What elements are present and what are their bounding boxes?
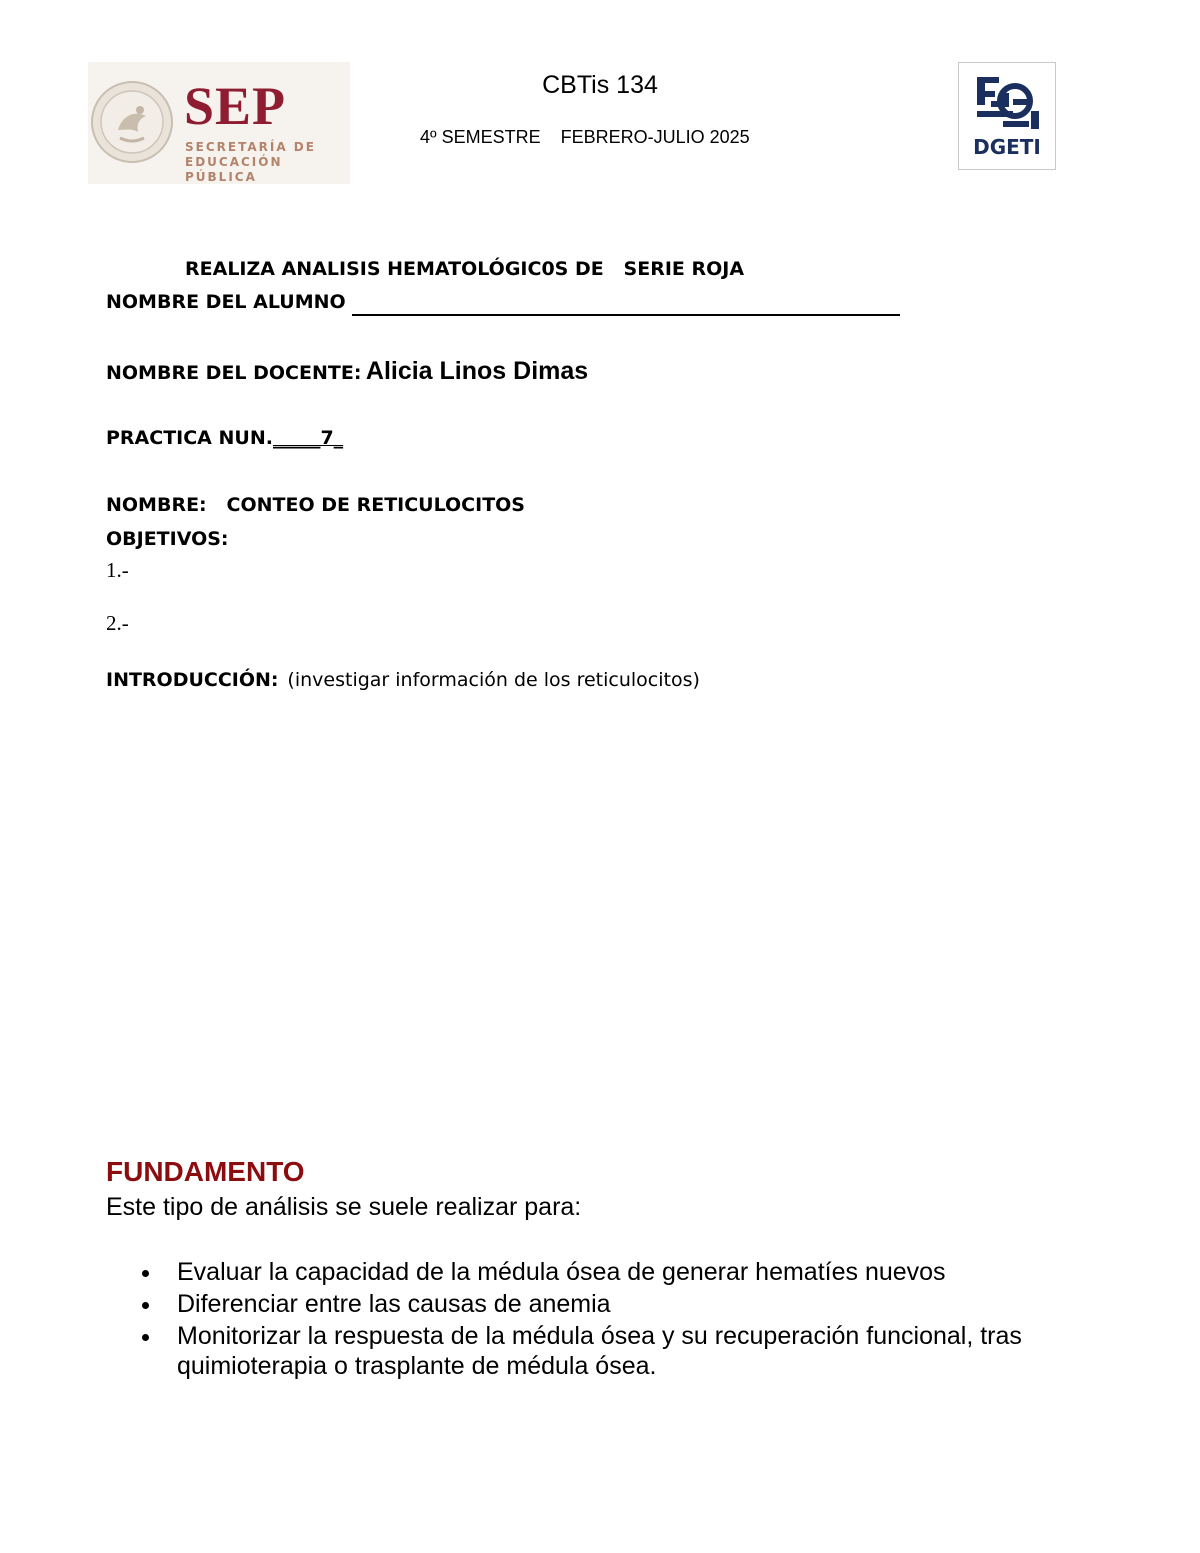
teacher-field xyxy=(106,356,588,390)
teacher-label: NOMBRE DEL DOCENTE: xyxy=(106,362,362,384)
intro-note: (investigar información de los reticulocitos) xyxy=(287,669,700,691)
semester-line xyxy=(420,126,750,148)
practice-number: _____7_ xyxy=(272,427,344,449)
period: FEBRERO-JULIO 2025 xyxy=(560,127,750,147)
list-item: Diferenciar entre las causas de anemia xyxy=(138,1289,1098,1319)
objective-item: 1.- xyxy=(106,558,129,582)
teacher-name: Alicia Linos Dimas xyxy=(365,357,589,385)
semester: 4º SEMESTRE xyxy=(420,127,541,147)
practice-field xyxy=(106,426,343,450)
sep-wordmark: SEP xyxy=(184,76,287,136)
dgeti-wordmark: DGETI xyxy=(973,135,1041,159)
list-item: Monitorizar la respuesta de la médula ósea y su recuperación funcional, tras quimioterapia o trasplante de médula ósea. xyxy=(138,1321,1098,1381)
objectives-label: OBJETIVOS: xyxy=(106,528,229,550)
student-label: NOMBRE DEL ALUMNO xyxy=(106,291,346,313)
sep-subtitle: SECRETARÍA DE EDUCACIÓN PÚBLICA xyxy=(185,140,316,184)
bullet-icon xyxy=(142,1334,149,1341)
student-name-field xyxy=(106,290,900,316)
fundamento-intro: Este tipo de análisis se suele realizar para: xyxy=(106,1193,582,1221)
intro-label: INTRODUCCIÓN: xyxy=(106,669,279,691)
name-label: NOMBRE: xyxy=(106,494,207,516)
fundamento-title: FUNDAMENTO xyxy=(106,1156,305,1187)
practice-name-field xyxy=(106,493,525,517)
school-name: CBTis 134 xyxy=(542,71,658,99)
student-blank-line xyxy=(352,290,900,316)
objective-item: 2.- xyxy=(106,611,129,635)
dgeti-emblem-icon xyxy=(969,71,1045,133)
bullet-icon xyxy=(142,1302,149,1309)
form-title: REALIZA ANALISIS HEMATOLÓGIC0S DE SERIE ROJA xyxy=(185,258,745,280)
dgeti-logo xyxy=(958,62,1056,170)
list-item: Evaluar la capacidad de la médula ósea de generar hematíes nuevos xyxy=(138,1257,1098,1287)
fundamento-bullets xyxy=(138,1257,1098,1383)
bullet-icon xyxy=(142,1270,149,1277)
introduction-field xyxy=(106,668,700,692)
practice-label: PRACTICA NUN. xyxy=(106,427,273,449)
name-value: CONTEO DE RETICULOCITOS xyxy=(226,494,525,516)
